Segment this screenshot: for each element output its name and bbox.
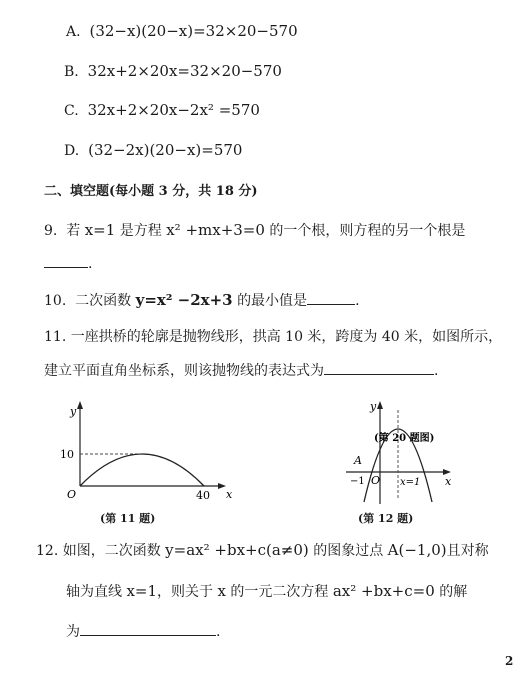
question-text: 为: [66, 624, 80, 640]
period: .: [88, 256, 93, 272]
question-text: 建立平面直角坐标系，则该抛物线的表达式为: [44, 363, 324, 379]
x-axis-label: x: [445, 475, 452, 488]
minus-one-label: −1: [350, 476, 365, 487]
question-number: 9.: [44, 223, 58, 239]
question-text: ，则关于: [157, 584, 214, 600]
question-12-line2: [66, 581, 467, 601]
answer-blank[interactable]: [307, 292, 355, 305]
question-12-line1: [36, 540, 489, 560]
answer-blank[interactable]: [324, 362, 434, 375]
y-tick-label: 10: [60, 448, 74, 461]
option-expression: (32−2x)(20−x)=570: [88, 141, 243, 159]
option-expression: 32x+2×20x=32×20−570: [87, 62, 282, 80]
question-text: 的图象过点: [313, 543, 384, 559]
math-expression: x: [217, 582, 226, 600]
origin-label: O: [371, 474, 381, 487]
option-b: [64, 62, 282, 80]
figure-12: [338, 396, 456, 508]
page-number: 2: [505, 654, 514, 668]
figure-11: [56, 398, 236, 504]
inner-figure-label: (第 20 题图): [374, 433, 435, 444]
answer-blank[interactable]: [80, 623, 216, 636]
math-expression: y=x² −2x+3: [135, 291, 233, 309]
question-12-line3: [66, 621, 220, 641]
math-expression: x² +mx+3=0: [166, 221, 265, 239]
period: .: [434, 363, 439, 379]
question-text: 的一元二次方程: [230, 584, 329, 600]
y-axis-arrow: [377, 401, 383, 409]
option-d: [64, 141, 242, 159]
figure-12-caption: (第 12 题): [358, 512, 414, 525]
y-axis-arrow: [77, 401, 83, 409]
option-letter: B.: [64, 64, 79, 80]
point-a-label: A: [354, 454, 362, 467]
math-expression: y=ax² +bx+c(a≠0): [165, 541, 309, 559]
origin-label: O: [67, 488, 77, 501]
question-9-answer: [44, 255, 92, 272]
question-text: 二次函数: [75, 293, 132, 309]
y-axis-label: y: [70, 405, 77, 418]
math-expression: x=1: [84, 221, 116, 239]
math-expression: A(−1,0): [387, 541, 447, 559]
question-text: 且对称: [446, 543, 489, 559]
x-tick-label: 40: [196, 489, 210, 502]
figure-11-caption: (第 11 题): [100, 512, 156, 525]
option-letter: D.: [64, 143, 80, 159]
section-heading: 二、填空题(每小题 3 分，共 18 分): [44, 184, 258, 199]
x-axis-arrow: [218, 483, 226, 489]
option-letter: A.: [66, 24, 81, 40]
math-expression: x=1: [126, 582, 158, 600]
symmetry-axis-label: x=1: [400, 477, 421, 488]
period: .: [216, 624, 221, 640]
question-text: 轴为直线: [66, 584, 122, 600]
question-text: 是方程: [119, 223, 162, 239]
question-text: 12. 如图，二次函数: [36, 543, 161, 559]
y-axis-label: y: [370, 400, 377, 413]
x-axis-label: x: [226, 488, 233, 501]
question-9: [44, 220, 465, 240]
question-text: 若: [66, 223, 81, 239]
math-expression: ax² +bx+c=0: [332, 582, 435, 600]
question-10: [44, 290, 360, 310]
option-letter: C.: [64, 103, 79, 119]
option-expression: 32x+2×20x−2x² =570: [87, 101, 260, 119]
period: .: [355, 293, 360, 309]
question-11-line2: [44, 360, 438, 380]
question-text: 的一个根，则方程的另一个根是: [269, 223, 466, 239]
option-a: [66, 22, 298, 40]
parabola-curve: [80, 454, 204, 486]
question-11-line1: 11. 一座拱桥的轮廓是抛物线形，拱高 10 米，跨度为 40 米，如图所示，: [44, 329, 503, 345]
option-c: [64, 101, 260, 119]
answer-blank[interactable]: [44, 255, 88, 268]
question-number: 10.: [44, 293, 67, 309]
question-text: 的解: [439, 584, 468, 600]
option-expression: (32−x)(20−x)=32×20−570: [89, 22, 298, 40]
question-text: 的最小值是: [237, 293, 308, 309]
